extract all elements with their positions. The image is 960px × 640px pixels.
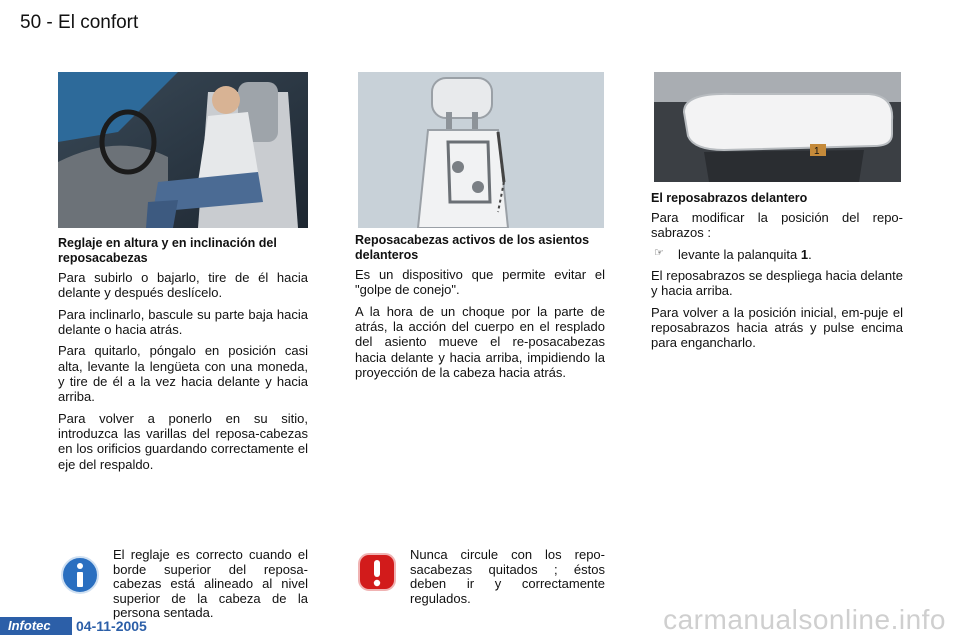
warning-note: Nunca circule con los repo-sacabezas quitados ; éstos deben ir y correctamente regulados. [410,547,605,606]
paragraph: Para volver a ponerlo en su sitio, introduzca las varillas del reposa-cabezas en los orificios guardando correctamente el eje del respaldo. [58,410,308,472]
headrest-adjust-photo [58,72,308,228]
pointing-hand-icon: ☞ [654,246,664,259]
bullet-item [651,247,903,262]
paragraph: Para subirlo o bajarlo, tire de él hacia delante y después deslícelo. [58,270,308,301]
paragraph: Es un dispositivo que permite evitar el "golpe de conejo". [355,267,605,298]
watermark: carmanualsonline.info [663,604,946,635]
active-headrest-title: Reposacabezas activos de los asientos delanteros [355,233,590,262]
bullet-text: levante la palanquita [678,246,798,262]
armrest-title: El reposabrazos delantero [651,191,808,205]
section-title: El confort [58,12,139,33]
paragraph: Para inclinarlo, bascule su parte baja hacia delante o hacia atrás. [58,306,308,337]
footer-date: 04-11-2005 [76,618,147,634]
paragraph: El reposabrazos se despliega hacia delante y hacia arriba. [651,267,903,299]
bullet-text-wrap [678,247,812,262]
headrest-adjust-title: Reglaje en altura y en inclinación del reposacabezas [58,236,277,265]
bullet-number: 1 [800,246,809,262]
active-headrest-photo [358,72,604,228]
warning-icon [357,552,397,597]
bullet-end: . [808,246,812,262]
armrest-photo [654,72,901,182]
paragraph: Para modificar la posición del repo-sabrazos : [651,210,903,241]
paragraph: Para quitarlo, póngalo en posición casi alta, levante la lengüeta con una moneda, y tire de él a la vez hacia delante y hacia arriba. [58,343,308,405]
info-note: El reglaje es correcto cuando el borde superior del reposa-cabezas está alineado al nivel superior de la cabeza de la persona sentada. [113,547,308,621]
column-active-headrest [355,233,605,386]
column-armrest [651,191,903,357]
column-headrest-adjust [58,236,308,478]
paragraph: Para volver a la posición inicial, em-puje el reposabrazos hacia atrás y pulse encima para engancharlo. [651,304,903,351]
info-icon [60,555,100,600]
infotec-badge: Infotec [0,617,72,635]
header-separator: - [46,12,53,33]
page-header [20,12,138,34]
photo-marker-1: 1 [814,146,820,157]
paragraph: A la hora de un choque por la parte de atrás, la acción del cuerpo en el resplado del asiento mueve el re-posacabezas hacia delante y hacia arriba, impidiendo la proyección de la cabeza hacia atrás. [355,303,605,380]
page-number: 50 [20,12,42,33]
